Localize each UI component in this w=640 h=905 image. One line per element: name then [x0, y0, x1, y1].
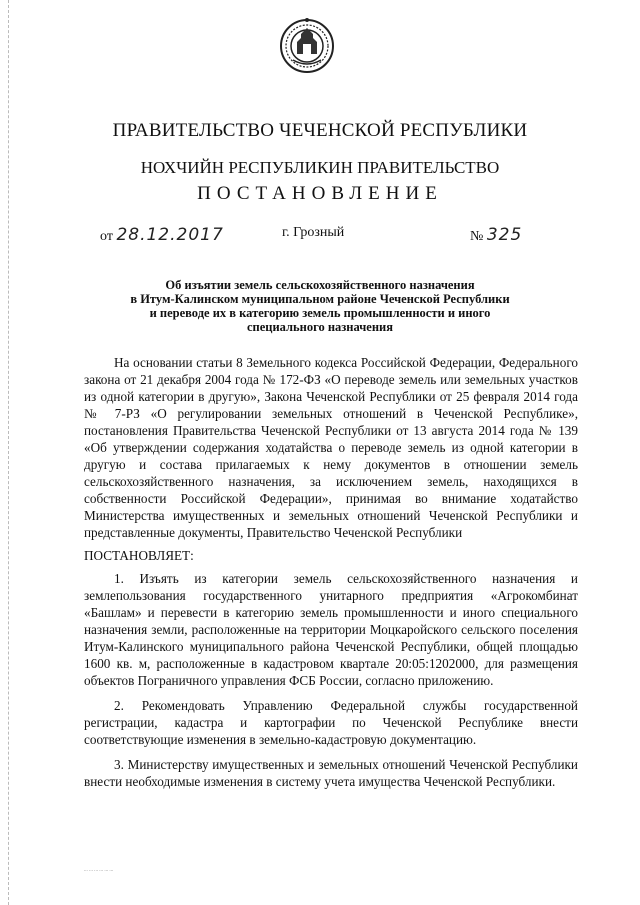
number-field: [470, 225, 522, 245]
subject-line: и переводе их в категорию земель промышленности и иного: [149, 306, 491, 320]
coat-of-arms-icon: [279, 16, 335, 78]
document-subject: [90, 278, 550, 334]
city-label: г. Грозный: [282, 225, 345, 240]
document-type: ПОСТАНОВЛЕНИЕ: [197, 183, 443, 204]
number-prefix: №: [470, 229, 484, 244]
government-title: ПРАВИТЕЛЬСТВО ЧЕЧЕНСКОЙ РЕСПУБЛИКИ: [112, 120, 528, 141]
subject-line: Об изъятии земель сельскохозяйственного назначения: [165, 278, 475, 292]
item-2-paragraph: 2. Рекомендовать Управлению Федеральной службы государственной регистрации, кадастра и картографии по Чеченской Республике внести соответствующие изменения в земельно-кадастровую документацию.: [84, 698, 578, 747]
date-prefix: от: [100, 229, 113, 244]
document-body: [84, 354, 578, 794]
government-title-chechen: НОХЧИЙН РЕСПУБЛИКИН ПРАВИТЕЛЬСТВО: [140, 158, 500, 177]
item-3-paragraph: 3. Министерству имущественных и земельных отношений Чеченской Республики внести необходимые изменения в систему учета имущества Чеченской Республики.: [84, 757, 578, 789]
document-number: 325: [486, 225, 523, 245]
footer-print-code: ··· ··· ··· ··· ··· ···: [84, 868, 114, 873]
document-date: 28.12.2017: [116, 225, 224, 245]
subject-line: в Итум-Калинском муниципальном районе Чеченской Республики: [130, 292, 510, 306]
date-field: [100, 225, 224, 245]
item-1-paragraph: 1. Изъять из категории земель сельскохозяйственного назначения и землепользования государственного унитарного предприятия «Агрокомбинат «Башлам» и перевести в категорию земель промышленности и иного специального назначения земли, расположенные на территории Моцкаройского сельского поселения Итум-Калинского муниципального района Чеченской Республики, общей площадью 1600 кв. м, расположенные в кадастровом квартале 20:05:1202000, для размещения объектов Пограничного управления ФСБ России, согласно приложению.: [84, 571, 578, 688]
resolves-heading: ПОСТАНОВЛЯЕТ:: [84, 548, 194, 563]
subject-line: специального назначения: [246, 320, 394, 334]
preamble-paragraph: На основании статьи 8 Земельного кодекса Российской Федерации, Федерального закона от 21 декабря 2004 года № 172-ФЗ «О переводе земель или земельных участков из одной категории в другую», Закона Чеченской Республики от 25 февраля 2014 года № 7-РЗ «О регулировании земельных отношений в Чеченской Республике», постановления Правительства Чеченской Республики от 13 августа 2014 года № 139 «Об утверждении содержания ходатайства о переводе земель из одной категории в другую и состава прилагаемых к нему документов в отношении земель сельскохозяйственного назначения, за исключением земель, находящихся в собственности Российской Федерации», принимая во внимание ходатайство Министерства имущественных и земельных отношений Чеченской Республики и представленные документы, Правительство Чеченской Республики: [84, 355, 578, 540]
